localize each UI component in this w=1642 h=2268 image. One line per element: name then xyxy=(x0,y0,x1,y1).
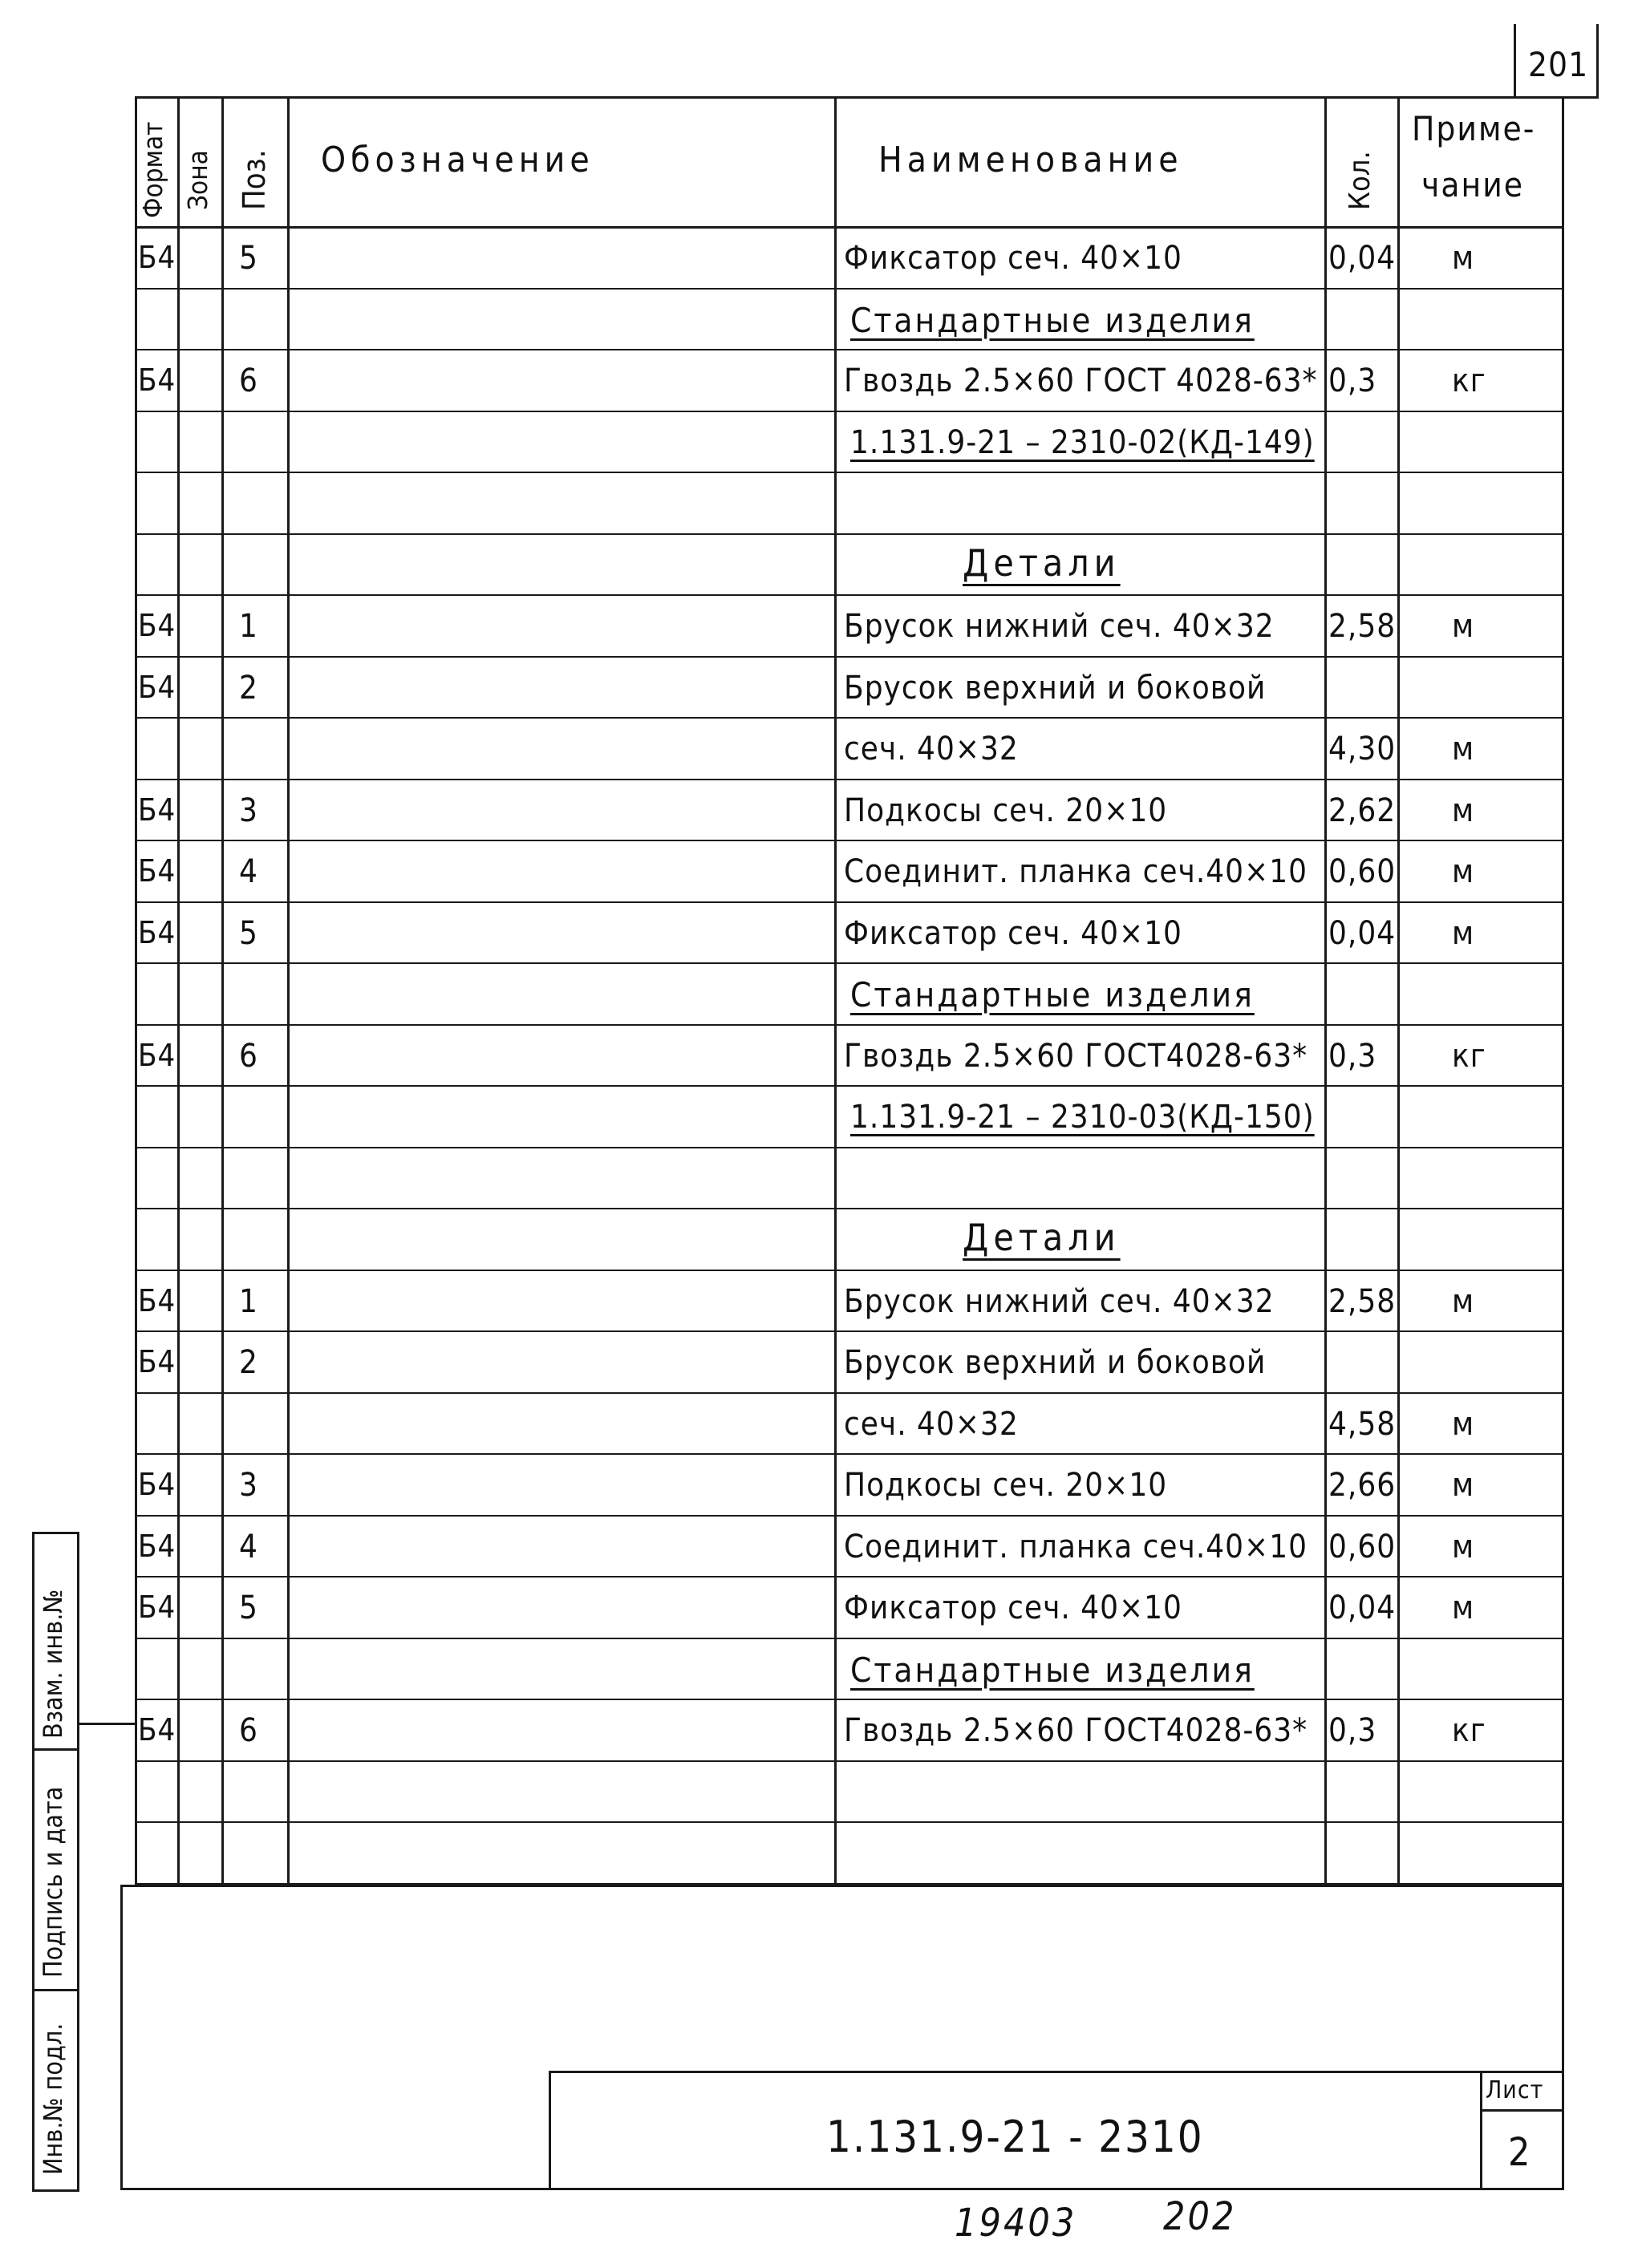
cell-name: Соединит. планка сеч.40×10 xyxy=(844,1528,1308,1565)
header-note-line2: чание xyxy=(1421,165,1525,205)
cell-name: Детали xyxy=(963,541,1121,585)
cell-name: сеч. 40×32 xyxy=(844,731,1019,767)
cell-pos: 6 xyxy=(239,1037,258,1075)
cell-pos: 1 xyxy=(239,1282,258,1320)
cell-name: Фиксатор сеч. 40×10 xyxy=(844,914,1182,952)
cell-note: м xyxy=(1452,1282,1475,1320)
footer-code-right: 202 xyxy=(1163,2194,1237,2239)
header-designation: Обозначение xyxy=(321,140,594,180)
cell-qty: 0,04 xyxy=(1328,914,1397,952)
cell-note: м xyxy=(1452,608,1475,645)
cell-name: Подкосы сеч. 20×10 xyxy=(844,792,1168,829)
cell-note: кг xyxy=(1452,1037,1486,1075)
cell-name: Брусок нижний сеч. 40×32 xyxy=(844,1282,1275,1320)
cell-pos: 3 xyxy=(239,792,258,829)
cell-name: Подкосы сеч. 20×10 xyxy=(844,1467,1168,1504)
cell-note: кг xyxy=(1452,362,1486,399)
stamp-replace-inv: Взам. инв.№ xyxy=(38,1589,68,1739)
cell-name: Гвоздь 2.5×60 ГОСТ 4028-63* xyxy=(844,362,1318,399)
cell-name: 1.131.9-21 – 2310-02(КД-149) xyxy=(850,423,1315,461)
title-sheet-label: Лист xyxy=(1486,2076,1544,2104)
cell-name: Гвоздь 2.5×60 ГОСТ4028-63* xyxy=(844,1037,1308,1075)
header-note-line1: Приме- xyxy=(1412,109,1536,148)
cell-name: сеч. 40×32 xyxy=(844,1405,1019,1443)
cell-qty: 4,58 xyxy=(1328,1405,1397,1443)
cell-note: м xyxy=(1452,240,1475,277)
cell-name: Брусок верхний и боковой xyxy=(844,669,1267,707)
cell-format: Б4 xyxy=(138,1590,176,1625)
cell-name: Брусок верхний и боковой xyxy=(844,1344,1267,1381)
cell-name: Детали xyxy=(963,1216,1121,1259)
cell-pos: 1 xyxy=(239,608,258,645)
cell-note: м xyxy=(1452,1467,1475,1504)
cell-qty: 0,60 xyxy=(1328,853,1397,890)
cell-note: кг xyxy=(1452,1712,1486,1749)
title-designation: 1.131.9-21 - 2310 xyxy=(826,2112,1204,2162)
cell-name: Гвоздь 2.5×60 ГОСТ4028-63* xyxy=(844,1712,1308,1749)
cell-qty: 0,60 xyxy=(1328,1528,1397,1565)
cell-qty: 0,3 xyxy=(1328,1037,1377,1075)
cell-name: Стандартные изделия xyxy=(850,975,1255,1015)
cell-format: Б4 xyxy=(138,608,176,643)
cell-format: Б4 xyxy=(138,914,176,950)
stamp-sign-date: Подпись и дата xyxy=(38,1786,68,1978)
cell-note: м xyxy=(1452,853,1475,890)
cell-name: Фиксатор сеч. 40×10 xyxy=(844,240,1182,277)
cell-format: Б4 xyxy=(138,1037,176,1073)
cell-qty: 2,62 xyxy=(1328,792,1397,829)
cell-pos: 5 xyxy=(239,914,258,952)
cell-pos: 4 xyxy=(239,1528,258,1565)
cell-name: Фиксатор сеч. 40×10 xyxy=(844,1590,1182,1626)
cell-format: Б4 xyxy=(138,1467,176,1502)
header-format: Формат xyxy=(137,121,168,218)
cell-format: Б4 xyxy=(138,1712,176,1748)
cell-qty: 0,3 xyxy=(1328,362,1377,399)
stamp-inv-orig: Инв.№ подл. xyxy=(38,2023,68,2175)
title-sheet-value: 2 xyxy=(1508,2130,1531,2175)
cell-format: Б4 xyxy=(138,1282,176,1318)
cell-format: Б4 xyxy=(138,669,176,705)
cell-qty: 2,58 xyxy=(1328,1282,1397,1320)
cell-pos: 5 xyxy=(239,240,258,277)
cell-format: Б4 xyxy=(138,1528,176,1564)
header-pos: Поз. xyxy=(237,149,272,210)
cell-name: Брусок нижний сеч. 40×32 xyxy=(844,608,1275,645)
cell-pos: 4 xyxy=(239,853,258,890)
cell-note: м xyxy=(1452,914,1475,952)
cell-format: Б4 xyxy=(138,240,176,275)
header-qty: Кол. xyxy=(1344,151,1376,210)
cell-qty: 2,58 xyxy=(1328,608,1397,645)
cell-qty: 4,30 xyxy=(1328,731,1397,767)
cell-name: Стандартные изделия xyxy=(850,300,1255,340)
cell-format: Б4 xyxy=(138,792,176,828)
cell-pos: 5 xyxy=(239,1590,258,1626)
cell-name: Соединит. планка сеч.40×10 xyxy=(844,853,1308,890)
cell-format: Б4 xyxy=(138,1344,176,1379)
cell-format: Б4 xyxy=(138,853,176,889)
cell-qty: 2,66 xyxy=(1328,1467,1397,1504)
cell-qty: 0,04 xyxy=(1328,240,1397,277)
cell-pos: 2 xyxy=(239,1344,258,1381)
cell-pos: 3 xyxy=(239,1467,258,1504)
cell-qty: 0,3 xyxy=(1328,1712,1377,1749)
cell-note: м xyxy=(1452,1405,1475,1443)
footer-code-left: 19403 xyxy=(955,2201,1077,2246)
header-name: Наименование xyxy=(878,140,1183,180)
cell-pos: 2 xyxy=(239,669,258,707)
cell-pos: 6 xyxy=(239,362,258,399)
cell-note: м xyxy=(1452,1590,1475,1626)
cell-note: м xyxy=(1452,731,1475,767)
cell-note: м xyxy=(1452,1528,1475,1565)
cell-note: м xyxy=(1452,792,1475,829)
cell-qty: 0,04 xyxy=(1328,1590,1397,1626)
cell-pos: 6 xyxy=(239,1712,258,1749)
cell-name: 1.131.9-21 – 2310-03(КД-150) xyxy=(850,1099,1315,1136)
cell-name: Стандартные изделия xyxy=(850,1650,1255,1690)
header-zone: Зона xyxy=(182,150,213,210)
cell-format: Б4 xyxy=(138,362,176,398)
sheet-number-top: 201 xyxy=(1528,45,1589,84)
